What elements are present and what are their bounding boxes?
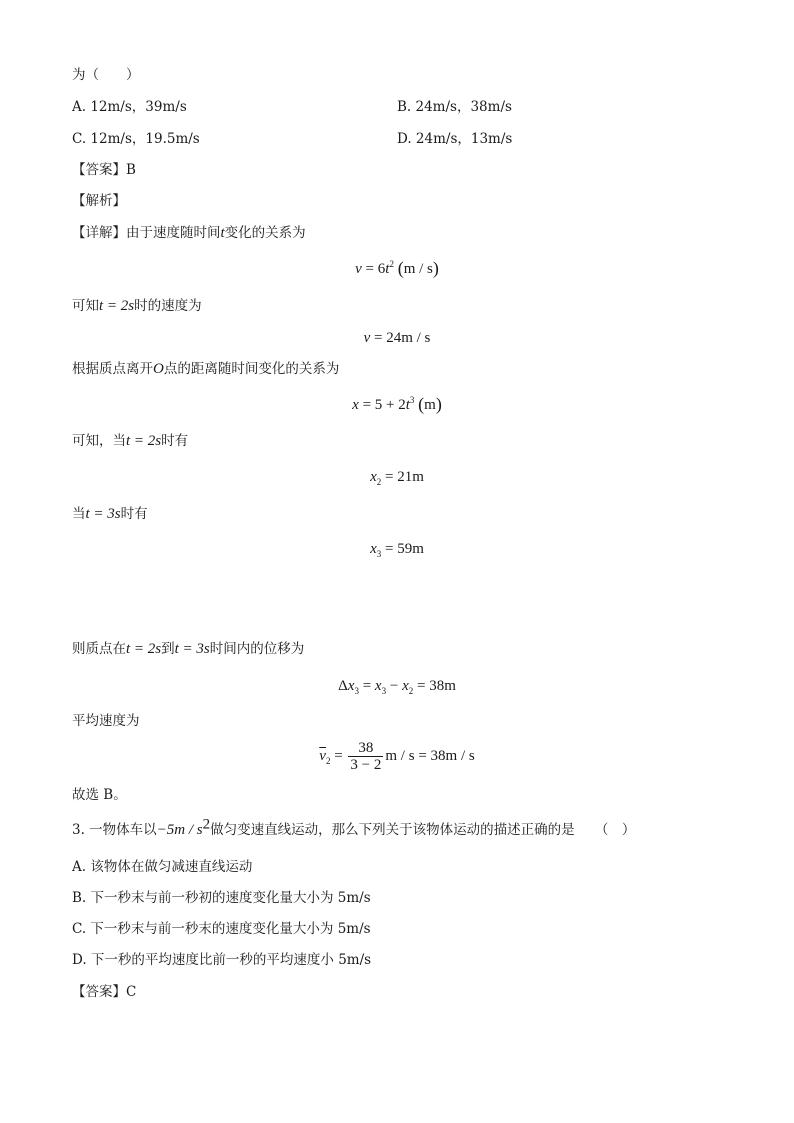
math-subscript: 3 <box>354 686 359 696</box>
math-var: x <box>374 678 382 694</box>
answer-value: B <box>126 162 136 178</box>
math-subscript: 3 <box>376 549 382 559</box>
math-var: x <box>352 397 359 413</box>
detail-line-3 <box>72 360 339 378</box>
detail-text: 可知 <box>72 298 99 314</box>
math-subscript: 2 <box>376 477 382 487</box>
q3-option-d: D. 下一秒的平均速度比前一秒的平均速度小 5m/s <box>72 952 372 968</box>
equation-average-velocity <box>0 738 794 774</box>
detail-text: 时有 <box>120 506 148 522</box>
equation-displacement <box>0 676 794 696</box>
math-var: O <box>153 361 164 377</box>
option-d: D. 24m/s，13m/s <box>397 131 513 147</box>
answer-line <box>72 161 136 179</box>
equation-x2 <box>0 467 794 487</box>
math-var: t <box>385 261 390 277</box>
math-var: v <box>355 261 362 277</box>
option-a: A. 12m/s，39m/s <box>72 99 187 115</box>
math-subscript: 2 <box>408 686 414 696</box>
equation-x3 <box>0 539 794 559</box>
detail-text: 时有 <box>161 433 189 449</box>
math-inline: t = 2s <box>126 433 162 449</box>
math-subscript: 2 <box>325 756 331 766</box>
answer-tag: 【答案】 <box>72 162 126 178</box>
detail-text: 则质点在 <box>72 641 126 657</box>
math-unit: m <box>424 397 436 413</box>
question-text: 做匀变速直线运动，那么下列关于该物体运动的描述正确的是 （ ） <box>210 822 636 838</box>
math-inline: t = 2s <box>99 298 135 314</box>
math-exponent: 3 <box>409 395 415 405</box>
fraction-numerator: 38 <box>348 740 383 757</box>
math-unit: m / s <box>403 261 433 277</box>
math-subscript: 3 <box>381 686 387 696</box>
answer-tag: 【答案】 <box>72 984 126 1000</box>
equation-v24 <box>0 328 794 348</box>
q3-option-c: C. 下一秒末与前一秒末的速度变化量大小为 5m/s <box>72 921 371 937</box>
detail-text: 变化的关系为 <box>224 225 306 241</box>
detail-text: 根据质点离开 <box>72 361 153 377</box>
question-text: 3. 一物体车以 <box>72 822 157 838</box>
math-inline: t = 3s <box>174 641 210 657</box>
option-b: B. 24m/s，38m/s <box>397 99 512 115</box>
math-inline: −5m / s <box>156 822 203 838</box>
math-exponent: 2 <box>389 259 394 269</box>
detail-intro <box>72 224 306 242</box>
detail-text: 可知，当 <box>72 433 126 449</box>
fraction-denominator: 3 − 2 <box>350 757 382 774</box>
math-text: − <box>386 678 403 694</box>
math-var: v <box>363 330 371 346</box>
math-text: = 6 <box>361 261 386 277</box>
detail-text: 由于速度随时间 <box>126 225 221 241</box>
math-text: = <box>330 748 347 764</box>
math-var: x <box>402 678 409 694</box>
math-text: m / s = 38m / s <box>385 748 475 764</box>
math-var: x <box>347 678 355 694</box>
detail-text: 时的速度为 <box>134 298 202 314</box>
math-text: = 24m / s <box>370 330 431 346</box>
math-text: = 59m <box>381 541 424 557</box>
q3-option-b: B. 下一秒末与前一秒初的速度变化量大小为 5m/s <box>72 890 371 906</box>
math-var: $\overline{v}$ <box>319 748 326 764</box>
detail-text: 时间内的位移为 <box>209 641 305 657</box>
math-text: = 5 + 2 <box>358 397 406 413</box>
math-text: = 38m <box>413 678 456 694</box>
answer-value: C <box>126 984 137 1000</box>
math-exponent: 2 <box>202 816 211 833</box>
math-var: x <box>370 541 377 557</box>
math-inline: t = 2s <box>126 641 162 657</box>
detail-line-4 <box>72 432 188 450</box>
math-var: t <box>220 225 225 241</box>
detail-line-7: 平均速度为 <box>72 713 140 729</box>
question-3-stem <box>72 816 636 839</box>
detail-line-2 <box>72 297 202 315</box>
option-c: C. 12m/s，19.5m/s <box>72 131 200 147</box>
detail-text: 点的距离随时间变化的关系为 <box>163 361 340 377</box>
detail-line-6 <box>72 640 304 658</box>
detail-tag: 【详解】 <box>72 225 126 241</box>
math-var: t <box>405 397 410 413</box>
math-text: = 21m <box>381 469 424 485</box>
detail-text: 到 <box>161 641 175 657</box>
equation-position: $x = 5 + 2t^3$ (m) <box>352 394 442 414</box>
math-var: x <box>370 469 377 485</box>
conclusion: 故选 B。 <box>72 787 127 803</box>
question-stem-end: 为（ ） <box>72 67 140 83</box>
q3-option-a: A. 该物体在做匀减速直线运动 <box>72 859 253 875</box>
math-symbol: Δ <box>338 678 348 694</box>
q3-answer-line <box>72 983 136 1001</box>
detail-text: 当 <box>72 506 86 522</box>
analysis-tag: 【解析】 <box>72 193 126 209</box>
detail-line-5 <box>72 505 148 523</box>
fraction <box>348 740 383 773</box>
math-text: = <box>358 678 375 694</box>
equation-velocity: $v = 6t^2$ (m / s) <box>355 258 439 278</box>
math-inline: t = 3s <box>85 506 121 522</box>
